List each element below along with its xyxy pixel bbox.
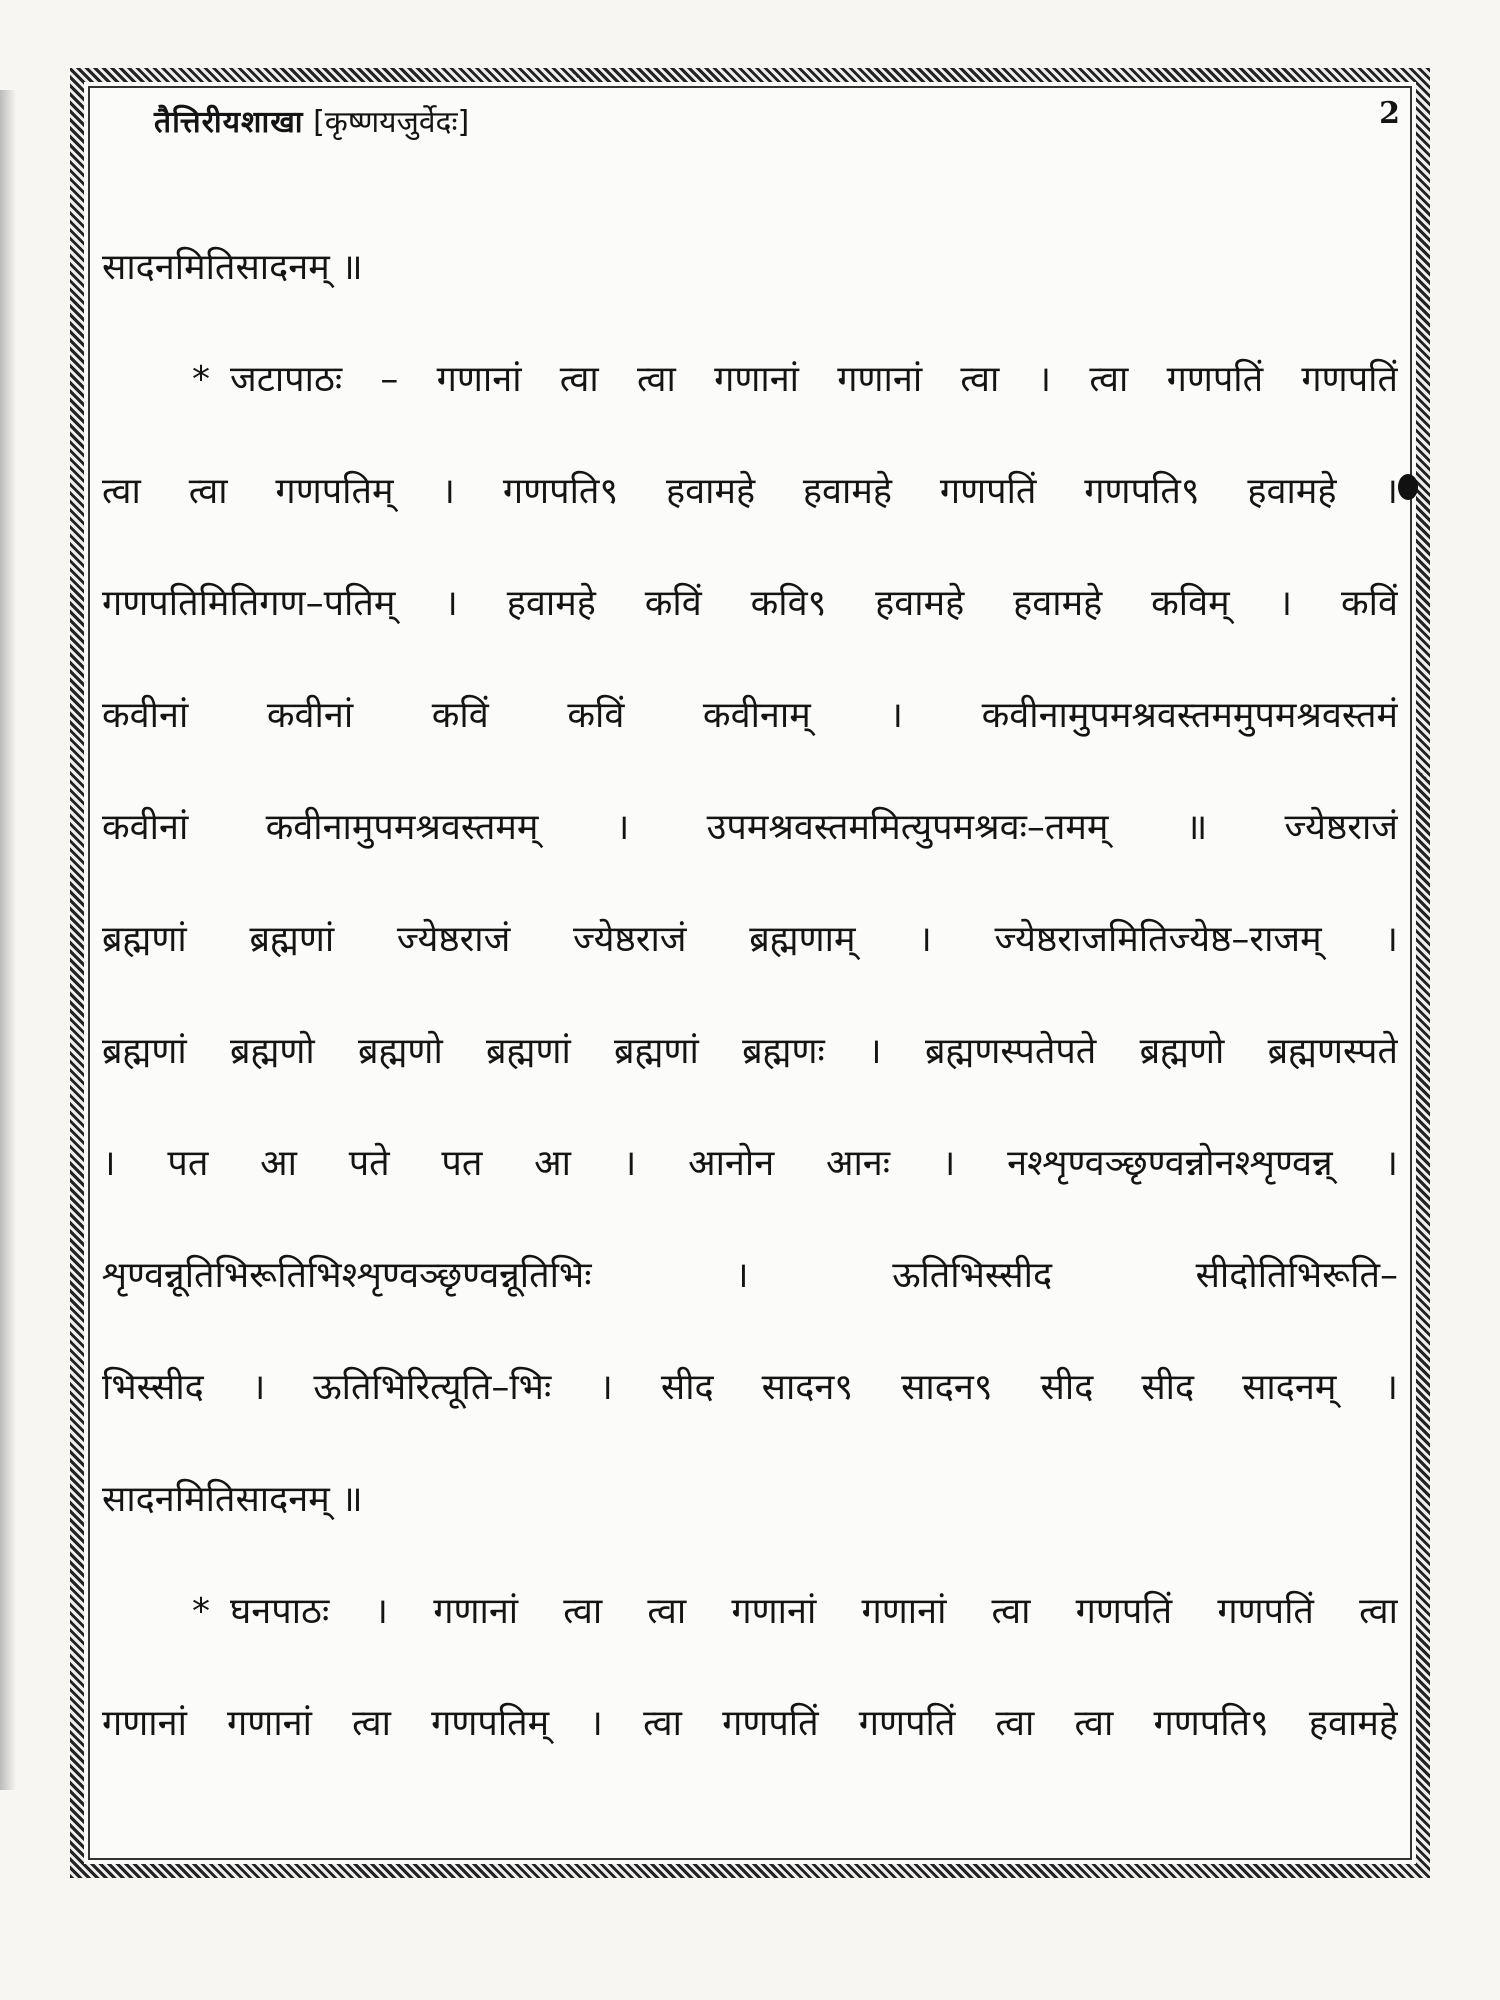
- text-line: गणपतिमितिगण–पतिम् । हवामहे कविं कवि९ हवामहे हवामहे कविम् । कविं: [102, 583, 1398, 624]
- document-page: [70, 68, 1430, 1878]
- page-header: [154, 100, 469, 141]
- text-line: गणानां गणानां त्वा गणपतिम् । त्वा गणपतिं गणपतिं त्वा त्वा गणपति९ हवामहे: [102, 1703, 1398, 1744]
- text-line: सादनमितिसादनम् ॥: [102, 1479, 363, 1520]
- page-edge-shadow: [0, 90, 16, 1790]
- book-subtitle: [कृष्णयजुर्वेदः]: [313, 105, 470, 140]
- book-title: तैत्तिरीयशाखा: [154, 105, 304, 140]
- page-number: 2: [1379, 96, 1400, 131]
- ink-blot: [1398, 474, 1418, 500]
- text-line-content: घनपाठः । गणानां त्वा त्वा गणानां गणानां त्वा गणपतिं गणपतिं त्वा: [230, 1591, 1398, 1632]
- text-line: शृण्वन्नूतिभिरूतिभिश्शृण्वञ्छृण्वन्नूतिभिः । ऊतिभिस्सीद सीदोतिभिरूति–: [102, 1255, 1398, 1296]
- text-line: कवीनां कवीनामुपमश्रवस्तमम् । उपमश्रवस्तममित्युपमश्रवः–तमम् ॥ ज्येष्ठराजं: [102, 807, 1398, 848]
- text-line: भिस्सीद । ऊतिभिरित्यूति–भिः । सीद सादन९ सादन९ सीद सीद सादनम् ।: [102, 1367, 1398, 1408]
- bullet-marker: *: [192, 359, 210, 400]
- text-line: । पत आ पते पत आ । आनोन आनः । नश्शृण्वञ्छृण्वन्नोनश्शृण्वन्न् ।: [102, 1143, 1398, 1184]
- text-line: ब्रह्मणां ब्रह्मणो ब्रह्मणो ब्रह्मणां ब्रह्मणां ब्रह्मणः । ब्रह्मणस्पतेपते ब्रह्मणो ब्रह्मणस्पते: [102, 1031, 1398, 1072]
- bullet-marker: *: [192, 1591, 210, 1632]
- text-line: सादनमितिसादनम् ॥: [102, 247, 363, 288]
- text-body: [102, 212, 1398, 1780]
- text-line: ब्रह्मणां ब्रह्मणां ज्येष्ठराजं ज्येष्ठराजं ब्रह्मणाम् । ज्येष्ठराजमितिज्येष्ठ–राजम् ।: [102, 919, 1398, 960]
- text-line: त्वा त्वा गणपतिम् । गणपति९ हवामहे हवामहे गणपतिं गणपति९ हवामहे ।: [102, 471, 1398, 512]
- text-line: [102, 324, 1398, 436]
- text-line-content: जटापाठः – गणानां त्वा त्वा गणानां गणानां त्वा । त्वा गणपतिं गणपतिं: [230, 359, 1398, 400]
- text-line: [102, 1556, 1398, 1668]
- text-line: कवीनां कवीनां कविं कविं कवीनाम् । कवीनामुपमश्रवस्तममुपमश्रवस्तमं: [102, 695, 1398, 736]
